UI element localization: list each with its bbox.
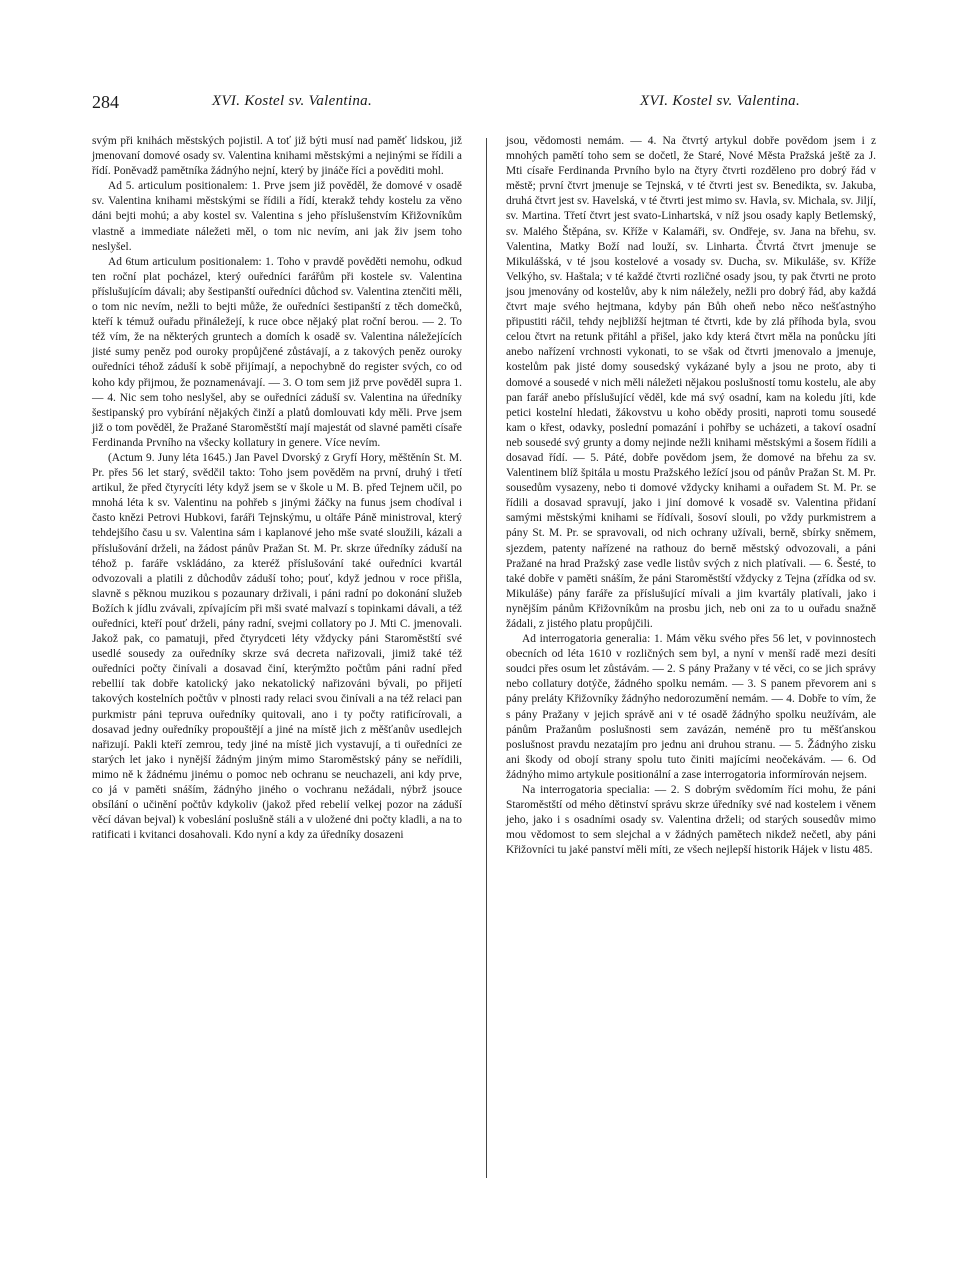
paragraph: (Actum 9. Juny léta 1645.) Jan Pavel Dvorský z Gryfí Hory, měštěnín St. M. Pr. přes 56 let starý, svědčil takto: Toho jsem pověděm na první, druhý i třetí artikul, že před čtyrycíti léty když jsem se v škole u M. B. před Tejnem učil, po mnohá léta k sv. Valentinu na pohřeb s jinými žáčky na funus jsem chodíval i často knězi Petrovi Hubkovi, faráři Tejnskýmu, u oltáře Páně ministroval, který tehdejšího času u sv. Valentina sám i kaplanové jeho mše svaté sloužili, kázali a příslušování drželi, na žádost pánův Pražan St. M. Pr. skrze úředníky záduší na téhož p. faráře vskládáno, za kteréž příslušování také ouředníci kvartál odvozovali a platili z důchodův záduší toho; pouť, když jednou v roce přišla, slavně s pěknou muzikou s pozaunary drživali, i páni radní po dokonání služeb Božích k jídlu zvávali, zpívajícím při mši svaté malvazí s topinkami dávali, a též ouředníci, kteří pouť drželi, pány radní, svejmi collatory po J. Mti C. jmenovali. Jakož pak, co pamatuji, před čtyrydceti léty vždycky páni Staroměstští své usedlé sousedy za ouředníky skrze svá decreta nařizovali, jimiž také též ouředníci počty činívali a dosavad činí, kterýmžto počtům páni radní před rebellií tak dobře katolický jako nekatolický nařizováni bývali, po přijetí takových kostelních počtův v plnosti rady relaci svou činívali a na též relaci pan purkmistr páni tepruva ouředníky quitovali, ano i ty počty ratificírovali, a dosavad jedny ouředníky propouštějí a jiné na místě jich z měšťanův usedlejch nařizují. Pakli kteří zemrou, tedy jiné na místě jich vystavují, a ti ouředníci ze starých let jako i nynější žádným jiným mimo Staroměstský pány se neřídili, mimo ně k žádnému jinému o pomoc neb ochranu se neuchazeli, ani kdy prve, co já v paměti snáším, žádnýho jiného o vochranu nežádali, nýbrž jsouce obsílání o učinění počtův kdykoliv (jakož před rebelií velkej pozor na záduší věcí dávan bejval) k vobeslání poslušně stáli a v uložené dni počty kladli, a na to ratificati i kvitanci dosahovali. Kdo nyní a kdy za úředníky dosazeni [92,451,462,842]
paragraph: Ad interrogatoria generalia: 1. Mám věku svého přes 56 let, v povinnostech obecních od léta 1610 v rozličných sem byl, a nyní v menší radě mezi desíti soudci přes osum let zůstávám. — 2. S pány Pražany v té věci, co se jich správy nebo collatury dotýče, žádného spolku nemám. — 3. S panem převorem ani s pány preláty Křižovníky žádnýho nedorozumění nemám. — 4. Dobře to vím, že s pány Pražany v jejich správě ani v té osadě žádnýho spolku neužívám, ale pánům Pražanům poslušnosti sem zavázán, neméně pro tu měšťanskou poslušnost pravdu nezatajím pro jednu ani druhou stranu. — 5. Žádnýho zisku ani škody od obojí strany spolu tuto činiti majícími neočekávám. — 6. Od žádnýho mimo artykule positionální a zase interrogatoria informírován nejsem. [506,633,876,781]
paragraph: Ad 5. articulum positionalem: 1. Prve jsem již pověděl, že domové v osadě sv. Valentina knihami městskými se řídili a řídí, kterakž tehdy kostelu za věno dáni bejti mohú; a aby kostel sv. Valentina s jeho příslušenstvím Křižovníkům vlastně a immediate náležeti měl, o tom nic nevím, ani jak živ jsem toho neslyšel. [92,180,462,253]
paragraph: Na interrogatoria specialia: — 2. S dobrým svědomím říci mohu, že páni Staroměstští od mého dětinství správu skrze úředníky své nad kostelem i věnem jeho, jako i s osadními osady sv. Valentina drželi; od starých sousedův mimo mou vědomost to sem slejchal a v žádných pamětech nikdež nečetl, aby páni Křižovníci tu jaké panství měli míti, ze všech nejlepší historik Hájek v listu 485. [506,784,876,857]
running-head-left: XVI. Kostel sv. Valentina. [212,93,372,109]
page-header [92,92,872,114]
paragraph: Ad 6tum articulum positionalem: 1. Toho v pravdě pověděti nemohu, odkud ten roční plat pocházel, který ouředníci farářům při kostele sv. Valentina příslušujícím dávali; aby šestipanští ouředníci důchod sv. Valentina ztenčiti měli, o tom nic nevím, nežli to bejti může, že ouředníci šestipanští z těch domečků, kteří k témuž ouřadu přináležejí, k ruce obce nějaký plat roční berou. — 2. To též vím, že na některých gruntech a domích k osadě sv. Valentina náležejících jisté sumy peněz pod ouroky propůjčené zůstávají, a z takových peněz ouroky ouředníci téhož záduší k sobě přijímají, a nepochybně do register svých, co od koho kdy přijmou, že poznamenávají. — 3. O tom sem již prve pověděl supra 1. — 4. Nic sem toho neslyšel, aby se ouředníci záduší sv. Valentina na úředníky šestipanský pro vybírání nějakých činží a platů domlouvati kdy měli. Prve jsem již o tom pověděl, že Pražané Staroměstští mají majestát od slavné paměti císaře Ferdinanda Prvního na všecky kollatury in genere. Více nevím. [92,255,462,449]
right-column [506,134,876,859]
paragraph: jsou, vědomosti nemám. — 4. Na čtvrtý artykul dobře povědom jsem i z mnohých pamětí toho sem se dočetl, že Staré, Nové Města Pražská ještě za J. Mti císaře Ferdinanda Prvního bylo na čtyry čtvrti rozděleno pro dobrý řád v městě; první čtvrt jmenuje se Tejnská, v té čtvrti jest sv. Benedikta, sv. Jakuba, druhá čtvrt jest sv. Havelská, v té čtvrti jest mimo sv. Havla, sv. Michala, sv. Jiljí, sv. Martina. Třetí čtvrt jest svato-Linhartská, v níž jsou osady kaply Betlemský, sv. Malého Štěpána, sv. Kříže v Kalamáři, sv. Ondřeje, sv. Jana na břehu, sv. Valentina, Matky Boží nad louží, sv. Linharta. Čtvrtá čtvrt jmenuje se Mikulášská, v té jsou kostelové a vosady sv. Ducha, sv. Mikuláše, sv. Kříže Velkýho, sv. Haštala; v té každé čtvrti rozličné osady jsou, ty pak čtvrti ne proto jsou jmenovány od kostelův, aby k nim náležely, nežli pro dobrý řád, aby každá čtvrt maje svého hejtmana, kdyby pán Bůh oheň nebo něco nešťastnýho připustiti ráčil, tehdy nejbližší hejtman té čtvrti, kde by zlá příhoda byla, svou celou čtvrt na retunk přitáhl a přišel, jako kdy která čtvrt měla na ponůcku jíti anebo nařízení vrchnosti vykonati, to se však od čtvrti jmenovalo a jmenuje, kostelům pak jisté domy sousedský vykázané byly a jsou ne proto, aby ti domové a sousedé v nich měli náležeti nějakou poslušností tomu kostelu, ale aby pan farář anebo příslušující věděl, kde má svý osadní, kam na koledu jíti, kde petici kostelní hledati, žákovstvu u koho obědy prositi, naproti tomu sousedé kam o křest, odavky, poslední pomazání i pohřby se ucházeti, a takoví osadní neb sousedé svý grunty a domy nejinde nežli knihami městskými a šosem řídili a dosavad řídí. — 5. Páté, dobře povědom jsem, že domové na břehu za sv. Valentinem blíž špitála u mostu Pražského ležící jsou od pánův Pražan St. M. Pr. sousedům vysazeny, nebo ti domové vždycky knihami a ouřadem St. M. Pr. se řídili a dosavad spravují, jako i jiní domové k vosadě sv. Valentina přidaní samými městskými knihami se řídívali, šosoví slouli, po vždy purkmistrem a pány St. M. Pr. se spravovali, od nich ochrany užívali, berně, sbírky sněmem, sjezdem, patenty nařízené na rathouz do berně městský odvozovali, a páni Pražané na hrad Pražský zase vedle listův svých z nich platívali. — 6. Šesté, to také dobře v paměti snáším, že páni Staroměstští vždycky z Tejna (zřídka od sv. Mikuláše) pány faráře za příslušující mívali a jim kvartály platívali, jako i nynějším pánům Křižovníkům na prosbu jich, neb oni za to u ouřadu snažně žádali, z jistého platu propůjčili. [506,135,877,630]
left-column [92,134,462,843]
paragraph: svým při knihách městských pojistil. A toť již býti musí nad paměť lidskou, již jmenovaní domové osady sv. Valentina knihami městskými a nejinými se řídili a řídí. Poněvadž pamětníka žádnýho nejní, který by jináče říci a pověditi mohl. [92,135,462,178]
page-number: 284 [92,92,119,112]
column-divider [486,138,487,1178]
running-head-right: XVI. Kostel sv. Valentina. [640,93,800,109]
